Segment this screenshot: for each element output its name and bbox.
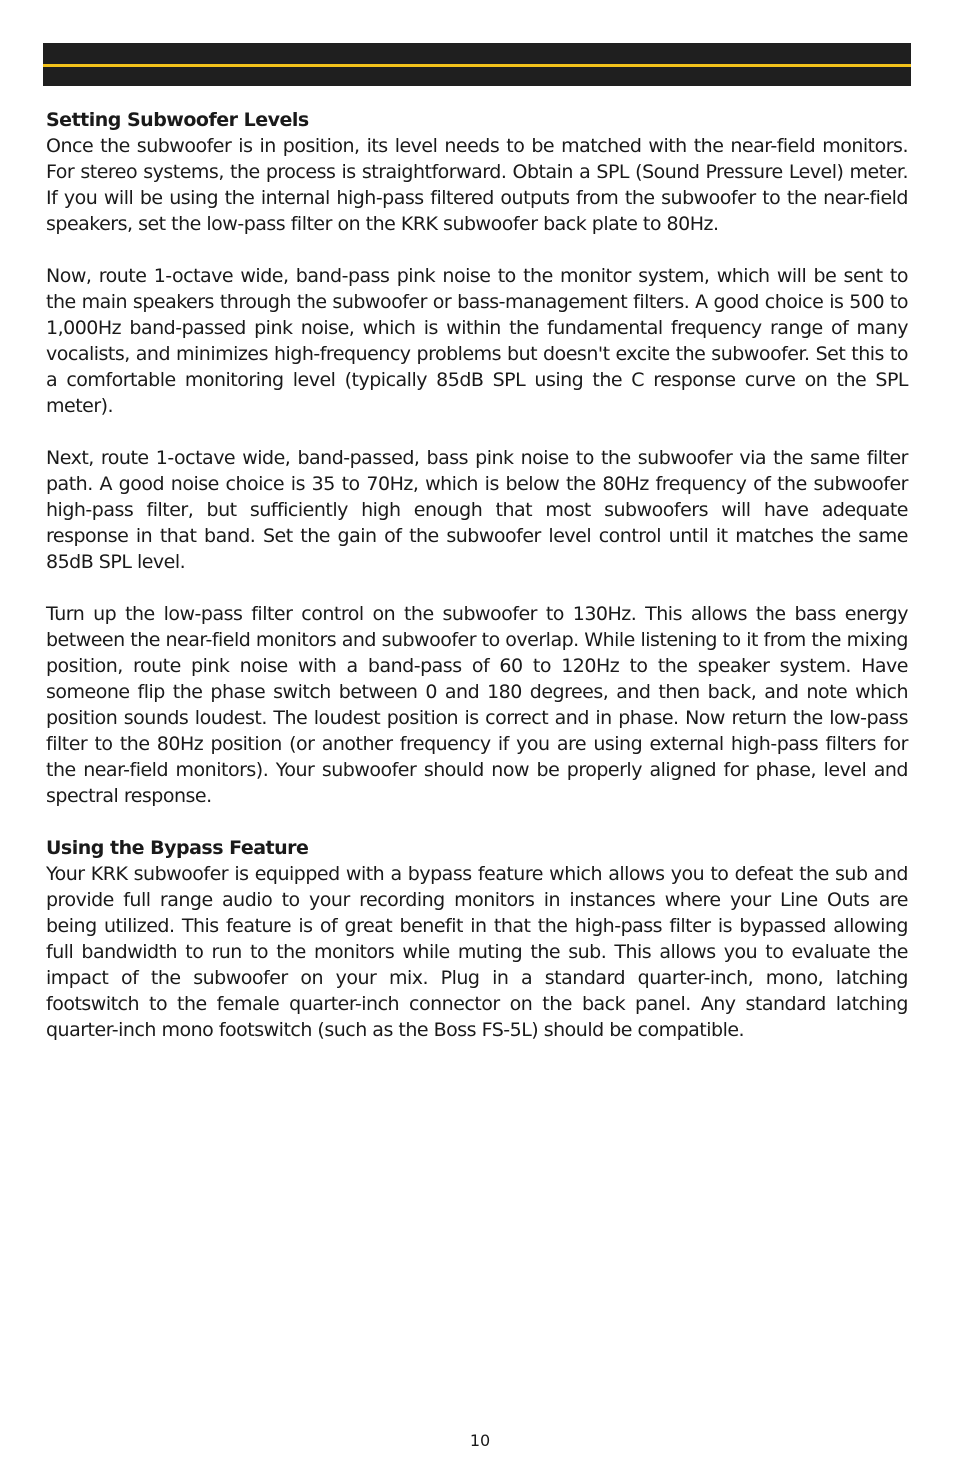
paragraph: Turn up the low-pass filter control on the subwoofer to 130Hz. This allows the bass energy between the near-field monitors and subwoofer to overlap. While listening to it from the mixing position, route pink noise with a band-pass of 60 to 120Hz to the speaker system. Have someone flip the phase switch between 0 and 180 degrees, and then back, and note which position sounds loudest. The loudest position is correct and in phase. Now return the low-pass filter to the 80Hz position (or another frequency if you are using external high-pass filters for the near-field monitors). Your subwoofer should now be properly aligned for phase, level and spectral response. [46,603,908,807]
paragraph: Now, route 1-octave wide, band-pass pink noise to the monitor system, which will be sent to the main speakers through the subwoofer or bass-management filters. A good choice is 500 to 1,000Hz band-passed pink noise, which is within the fundamental frequency range of many vocalists, and minimizes high-frequency problems but doesn't excite the subwoofer. Set this to a comfortable monitoring level (typically 85dB SPL using the C response curve on the SPL meter). [46,265,908,417]
paragraph: Your KRK subwoofer is equipped with a bypass feature which allows you to defeat the sub and provide full range audio to your recording monitors in instances where your Line Outs are being utilized. This feature is of great benefit in that the high-pass filter is bypassed allowing full bandwidth to run to the monitors while muting the sub. This allows you to evaluate the impact of the subwoofer on your mix. Plug in a standard quarter-inch, mono, latching footswitch to the female quarter-inch connector on the back panel. Any standard latching quarter-inch mono footswitch (such as the Boss FS-5L) should be compatible. [46,863,908,1041]
page-number: 10 [469,1431,491,1450]
section-title-subwoofer-levels: Setting Subwoofer Levels [46,109,309,131]
header-accent-stripe [43,64,911,67]
page-content [46,107,908,1069]
section-title-bypass-feature: Using the Bypass Feature [46,837,309,859]
paragraph: Next, route 1-octave wide, band-passed, bass pink noise to the subwoofer via the same filter path. A good noise choice is 35 to 70Hz, which is below the 80Hz frequency of the subwoofer high-pass filter, but sufficiently high enough that most subwoofers will have adequate response in that band. Set the gain of the subwoofer level control until it matches the same 85dB SPL level. [46,447,908,573]
header-band [43,43,911,86]
paragraph: Once the subwoofer is in position, its level needs to be matched with the near-field monitors. For stereo systems, the process is straightforward. Obtain a SPL (Sound Pressure Level) meter. If you will be using the internal high-pass filtered outputs from the subwoofer to the near-field speakers, set the low-pass filter on the KRK subwoofer back plate to 80Hz. [46,135,908,235]
